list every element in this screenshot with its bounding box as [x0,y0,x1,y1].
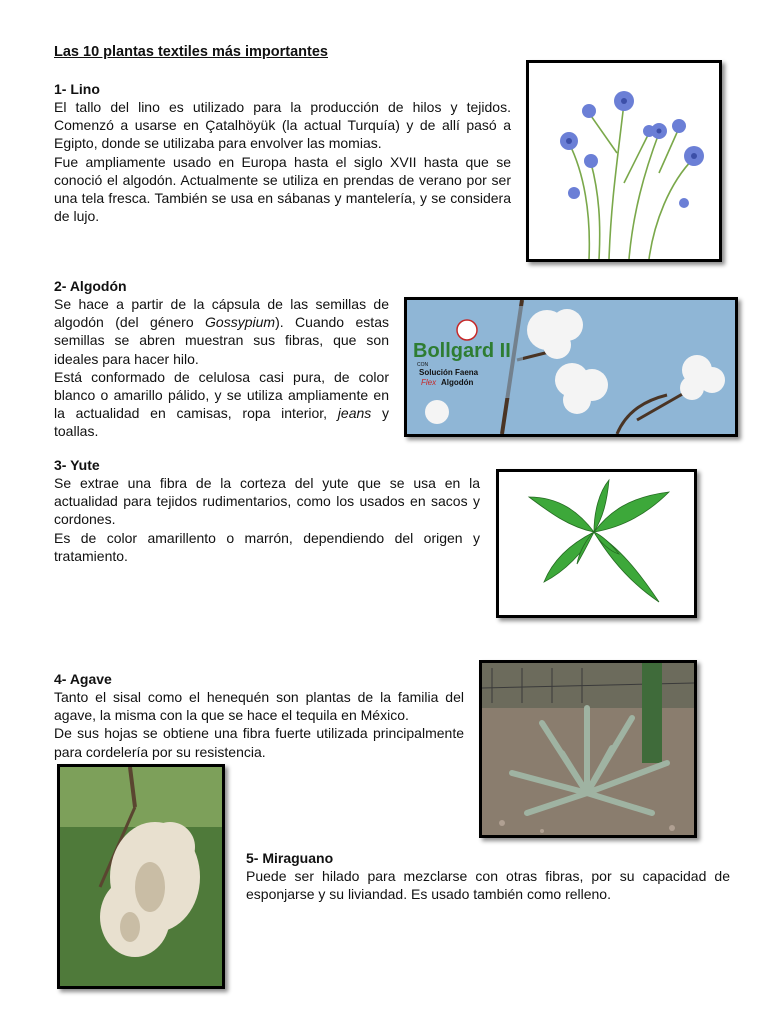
section-miraguano [246,849,730,903]
ad-brand: Bollgard II [413,340,511,362]
paragraph: De sus hojas se obtiene una fibra fuerte utilizada principalmente para cordelería por su resistencia. [54,725,464,760]
paragraph: Se hace a partir de la cápsula de las semillas de algodón (del género Gossypium). Cuando estas semillas se abren muestran sus fibras, que son ideales para hacer hilo. [54,296,389,367]
paragraph: Puede ser hilado para mezclarse con otras fibras, por su capacidad de esponjarse y su liviandad. Es usado también como relleno. [246,868,730,903]
section-lino [54,80,511,225]
cotton-boll-icon [407,300,735,434]
kapok-fiber-icon [60,767,222,986]
ad-line2-algodon: Algodón [441,378,474,387]
section-agave [54,670,464,761]
paragraph: Es de color amarillento o marrón, dependiendo del origen y tratamiento. [54,529,480,564]
section-heading: 5- Miraguano [246,850,334,866]
section-heading: 3- Yute [54,457,100,473]
section-heading: 1- Lino [54,81,100,97]
ad-line1: Solución Faena [419,368,479,377]
miraguano-image [57,764,225,989]
flax-flower-icon [529,63,719,259]
ad-con: CON [417,362,429,368]
jute-leaves-icon [499,472,694,615]
agave-image [479,660,697,838]
section-heading: 4- Agave [54,671,112,687]
lino-image [526,60,722,262]
document-title: Las 10 plantas textiles más importantes [54,44,328,60]
paragraph: Se extrae una fibra de la corteza del yute que se usa en la actualidad para tejidos rudimentarios, como los usados en sacos y cordones. [54,475,480,528]
section-algodon [54,277,389,441]
algodon-image [404,297,738,437]
jeans-term: jeans [337,405,372,422]
yute-image [496,469,697,618]
paragraph: El tallo del lino es utilizado para la producción de hilos y tejidos. Comenzó a usarse en Çatalhöyük (la actual Turquía) y de allí pasó a Egipto, donde se utilizaba para envolver las momias. [54,99,511,152]
section-heading: 2- Algodón [54,278,127,294]
genus-name: Gossypium [205,314,276,331]
paragraph: Tanto el sisal como el henequén son plantas de la familia del agave, la misma con la que se hace el tequila en México. [54,689,464,724]
paragraph: Está conformado de celulosa casi pura, de color blanco o amarillo pálido, y se utiliza ampliamente en la actualidad en camisas, ropa interior, jeans y toallas. [54,368,389,440]
paragraph: Fue ampliamente usado en Europa hasta el siglo XVII hasta que se conoció el algodón. Actualmente se utiliza en prendas de verano por ser una tela fresca. También se usa en sábanas y mantelería, y se considera de lujo. [54,153,511,225]
ad-line2-flex: Flex [421,378,437,387]
agave-plant-icon [482,663,694,835]
section-yute [54,456,480,565]
